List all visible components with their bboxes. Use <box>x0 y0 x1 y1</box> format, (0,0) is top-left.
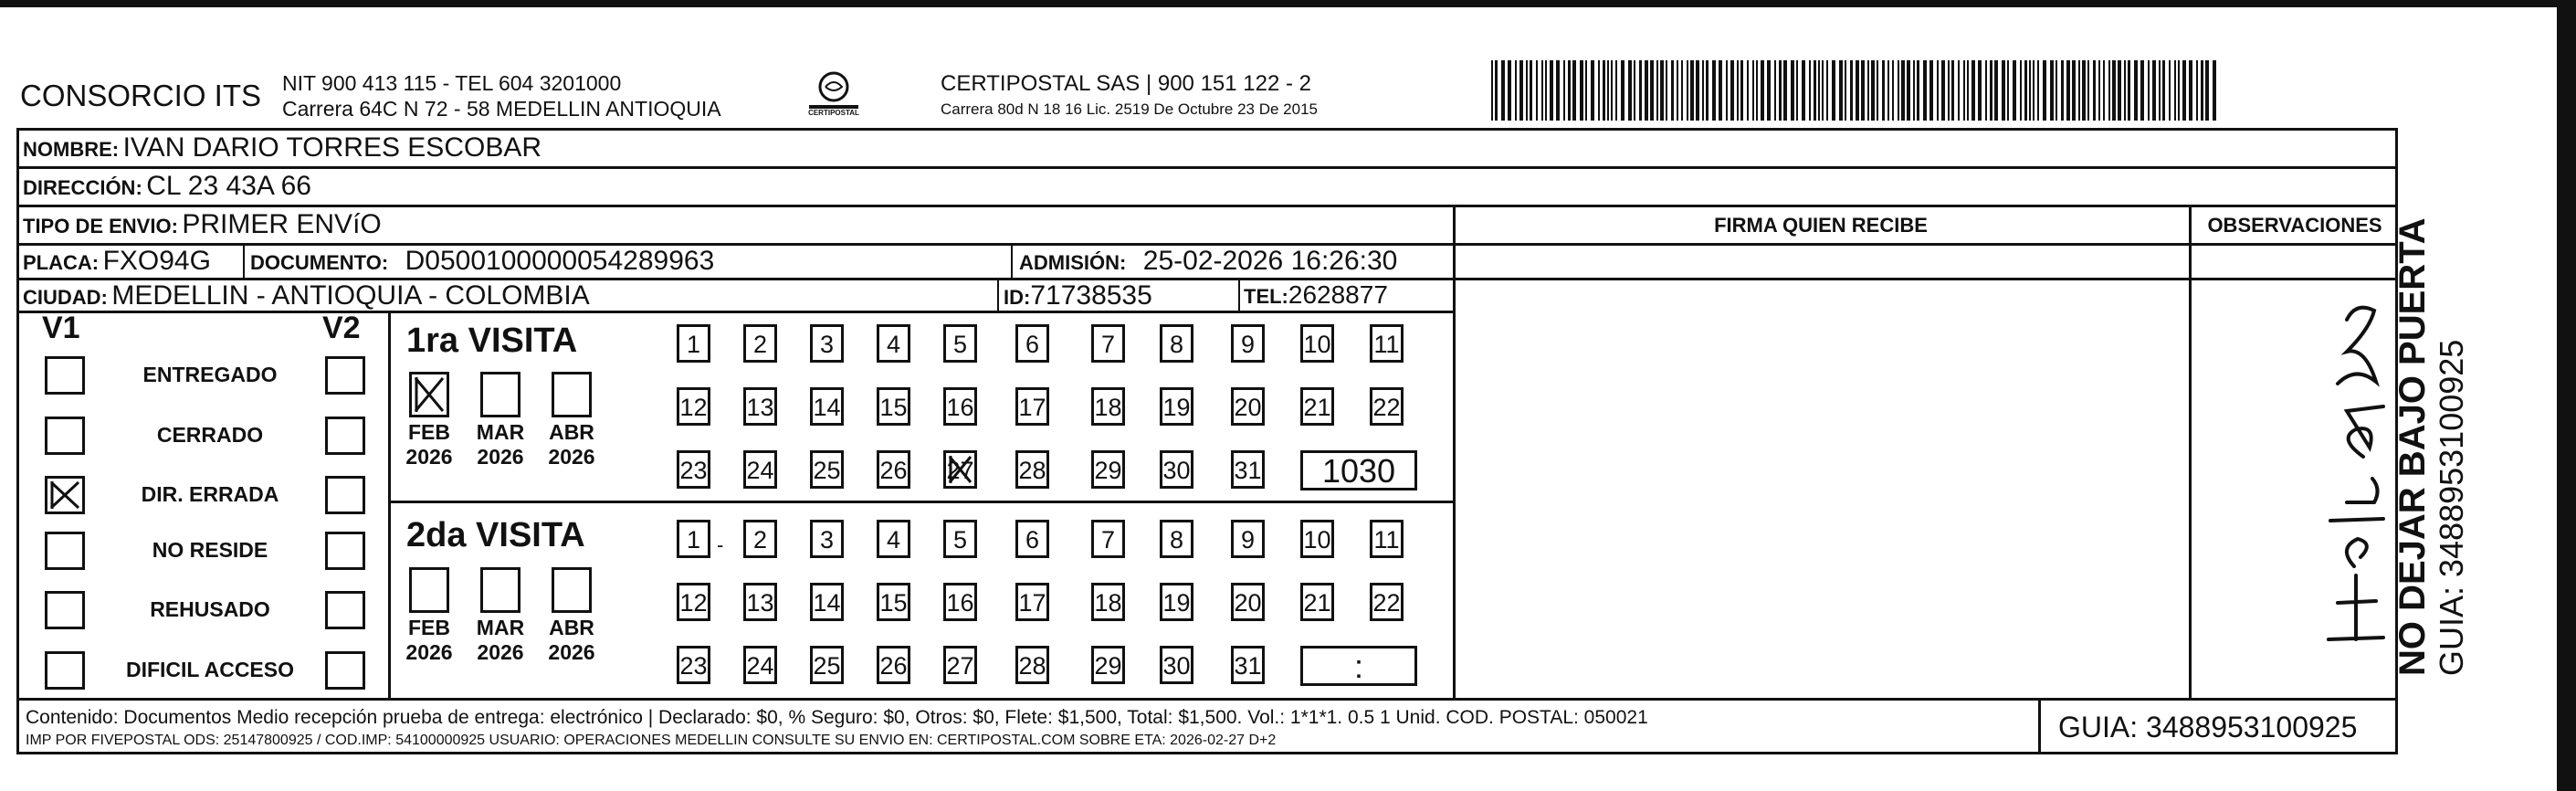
barcode-bar <box>1941 60 1945 121</box>
day-box[interactable]: 11 <box>1370 520 1404 558</box>
barcode-bar <box>1871 60 1875 121</box>
barcode-bar <box>2072 60 2076 121</box>
barcode-bar <box>1901 60 1905 121</box>
day-box[interactable]: 5 <box>943 324 977 363</box>
company-address: Carrera 80d N 18 16 Lic. 2519 De Octubre 23 De 2015 <box>941 100 1318 118</box>
barcode-bar <box>1706 60 1709 121</box>
barcode-bar <box>2112 60 2116 121</box>
barcode-bar <box>1913 60 1915 121</box>
barcode-bar <box>1530 60 1532 121</box>
barcode-bar <box>2182 60 2186 121</box>
barcode-bar <box>1818 60 1820 121</box>
ciudad-cell <box>23 280 590 311</box>
v1-checkbox[interactable] <box>45 532 85 570</box>
barcode-bar <box>1491 60 1493 121</box>
barcode-bar <box>1845 60 1846 121</box>
barcode-bar <box>2213 60 2216 121</box>
month-label: ABR <box>549 616 594 639</box>
barcode-bar <box>1822 60 1824 121</box>
day-box[interactable]: 14 <box>810 387 844 426</box>
time-box[interactable]: 1030 <box>1300 450 1417 490</box>
barcode-bar <box>1607 60 1609 121</box>
day-box[interactable]: 9 <box>1231 520 1265 558</box>
barcode-bar <box>1994 60 1998 121</box>
documento-value: D0500100000054289963 <box>405 246 715 276</box>
day-box[interactable]: 6 <box>1015 520 1049 558</box>
day-box[interactable]: 5 <box>943 520 977 558</box>
day-box[interactable]: 27 <box>943 646 977 684</box>
barcode-bar <box>1756 60 1758 121</box>
sender-nit: NIT 900 413 115 - TEL 604 3201000 <box>282 71 622 95</box>
v1-checkbox[interactable] <box>45 651 85 690</box>
barcode-bar <box>2056 60 2057 121</box>
day-box[interactable]: 4 <box>877 324 910 363</box>
day-box[interactable]: 24 <box>743 646 777 684</box>
barcode-bar <box>1536 60 1538 121</box>
v2-checkbox[interactable] <box>325 417 365 455</box>
status-option-label: REHUSADO <box>150 597 270 621</box>
day-box[interactable]: 10 <box>1300 324 1334 363</box>
documento-label: DOCUMENTO: <box>250 251 389 274</box>
barcode-bar <box>2201 60 2203 121</box>
barcode-bar <box>2128 60 2130 121</box>
barcode-bar <box>1951 60 1954 121</box>
barcode-bar <box>1634 60 1635 121</box>
first-visit-label: 1ra VISITA <box>406 322 578 360</box>
barcode-bar <box>1839 60 1843 121</box>
barcode-bar <box>1826 60 1828 121</box>
day-box[interactable]: 21 <box>1300 583 1334 621</box>
tipo-label: TIPO DE ENVIO: <box>23 215 178 237</box>
month-checkbox[interactable] <box>480 567 520 613</box>
month-label: MAR <box>476 420 525 444</box>
day-box[interactable]: 7 <box>1091 520 1125 558</box>
barcode-bar <box>1730 60 1734 121</box>
day-box[interactable]: 23 <box>677 646 710 684</box>
day-box[interactable] <box>943 450 977 489</box>
status-option-label: ENTREGADO <box>142 363 278 386</box>
footer-guia-box: GUIA: 3488953100925 <box>2058 711 2358 744</box>
month-checkbox[interactable] <box>552 372 592 417</box>
barcode-bar <box>1774 60 1776 121</box>
day-box[interactable]: 23 <box>677 450 710 489</box>
barcode <box>1491 60 2218 122</box>
barcode-bar <box>1737 60 1739 121</box>
placa-cell <box>23 246 211 277</box>
barcode-bar <box>1917 60 1919 121</box>
v1-checkbox[interactable] <box>45 476 85 514</box>
day-box[interactable]: 12 <box>677 387 710 426</box>
day-box[interactable]: 2 <box>743 324 777 363</box>
day-box[interactable]: 10 <box>1300 520 1334 558</box>
barcode-bar <box>2169 60 2171 121</box>
barcode-bar <box>2013 60 2016 121</box>
day-box[interactable]: 2 <box>743 520 777 558</box>
barcode-bar <box>1526 60 1528 121</box>
barcode-bar <box>1690 60 1694 121</box>
barcode-bar <box>1712 60 1716 121</box>
day-box[interactable]: 12 <box>677 583 710 621</box>
sender-name: CONSORCIO ITS <box>20 79 262 112</box>
day-box[interactable]: 31 <box>1231 450 1265 489</box>
barcode-bar <box>2043 60 2046 121</box>
barcode-bar <box>1882 60 1885 121</box>
visit-dash: - <box>717 533 724 556</box>
barcode-bar <box>1809 60 1811 121</box>
barcode-bar <box>2124 60 2126 121</box>
barcode-bar <box>1850 60 1853 121</box>
barcode-bar <box>1615 60 1617 121</box>
barcode-bar <box>1545 60 1547 121</box>
barcode-bar <box>2033 60 2035 121</box>
month-checkbox[interactable] <box>552 567 592 613</box>
day-box[interactable]: 15 <box>877 583 910 621</box>
admision-cell <box>1019 246 1397 277</box>
barcode-bar <box>2007 60 2009 121</box>
side-guia: GUIA: 3488953100925 <box>2433 339 2470 676</box>
barcode-bar <box>1603 60 1605 121</box>
barcode-bar <box>1802 60 1805 121</box>
direccion-row <box>23 171 311 202</box>
sender-address: Carrera 64C N 72 - 58 MEDELLIN ANTIOQUIA <box>282 97 721 121</box>
x-mark <box>412 374 447 415</box>
v2-checkbox[interactable] <box>325 476 365 514</box>
barcode-bar <box>1923 60 1927 121</box>
v1-checkbox[interactable] <box>45 356 85 395</box>
day-box[interactable]: 31 <box>1231 646 1265 684</box>
v2-checkbox[interactable] <box>325 591 365 629</box>
barcode-bar <box>2108 60 2110 121</box>
tel-value: 2628877 <box>1288 280 1388 309</box>
day-box[interactable]: 25 <box>810 450 844 489</box>
barcode-bar <box>2103 60 2105 121</box>
day-box[interactable]: 30 <box>1160 450 1193 489</box>
v2-checkbox[interactable] <box>325 356 365 395</box>
day-number: 27 <box>946 457 974 484</box>
barcode-bar <box>1978 60 1982 121</box>
barcode-bar <box>1867 60 1869 121</box>
day-box[interactable]: 18 <box>1091 583 1125 621</box>
month-label: FEB <box>408 420 450 444</box>
barcode-bar <box>1550 60 1553 121</box>
logo-text: CERTIPOSTAL <box>808 109 859 117</box>
barcode-bar <box>1967 60 1969 121</box>
barcode-bar <box>1660 60 1664 121</box>
v2-label: V2 <box>322 311 361 345</box>
certipostal-logo <box>807 69 860 121</box>
day-box[interactable]: 16 <box>943 387 977 426</box>
nombre-row <box>23 132 541 163</box>
month-checkbox[interactable] <box>409 567 449 613</box>
second-visit-label: 2da VISITA <box>406 516 585 554</box>
ciudad-value: MEDELLIN - ANTIOQUIA - COLOMBIA <box>111 280 590 311</box>
barcode-bar <box>2093 60 2096 121</box>
day-box[interactable]: 17 <box>1015 387 1049 426</box>
month-label: ABR <box>549 420 594 444</box>
barcode-bar <box>2134 60 2138 121</box>
barcode-bar <box>1591 60 1594 121</box>
barcode-bar <box>1907 60 1910 121</box>
day-box[interactable]: 29 <box>1091 646 1125 684</box>
admision-label: ADMISIÓN: <box>1019 251 1127 274</box>
barcode-bar <box>1645 60 1648 121</box>
barcode-bar <box>1747 60 1749 121</box>
barcode-bar <box>1958 60 1960 121</box>
barcode-bar <box>1572 60 1576 121</box>
barcode-bar <box>1563 60 1565 121</box>
barcode-bar <box>1796 60 1798 121</box>
month-label: FEB <box>408 616 450 639</box>
id-value: 71738535 <box>1030 280 1152 311</box>
day-box[interactable]: 7 <box>1091 324 1125 363</box>
day-box[interactable]: 20 <box>1231 387 1265 426</box>
v1-checkbox[interactable] <box>45 591 85 629</box>
ciudad-label: CIUDAD: <box>23 286 108 309</box>
barcode-bar <box>1861 60 1865 121</box>
barcode-bar <box>1963 60 1965 121</box>
day-box[interactable]: 16 <box>943 583 977 621</box>
barcode-bar <box>1585 60 1587 121</box>
footer-imp-line: IMP POR FIVEPOSTAL ODS: 25147800925 / COD.IMP: 54100000925 USUARIO: OPERACIONES MEDELLIN CONSULTE SU ENVIO EN: CERTIPOSTAL.COM SOBRE ETA: 2026-02-27 D+2 <box>26 733 1277 748</box>
nombre-value: IVAN DARIO TORRES ESCOBAR <box>122 132 541 163</box>
scan-top-border <box>0 0 2576 7</box>
day-box[interactable]: 9 <box>1231 324 1265 363</box>
barcode-bar <box>2189 60 2192 121</box>
observaciones-header: OBSERVACIONES <box>2207 214 2382 237</box>
day-box[interactable]: 22 <box>1370 583 1404 621</box>
barcode-bar <box>2066 60 2070 121</box>
barcode-bar <box>1687 60 1688 121</box>
barcode-bar <box>1892 60 1894 121</box>
barcode-bar <box>1726 60 1728 121</box>
day-box[interactable]: 14 <box>810 583 844 621</box>
day-box[interactable]: 1 <box>677 520 710 558</box>
v2-checkbox[interactable] <box>325 651 365 690</box>
day-box[interactable]: 20 <box>1231 583 1265 621</box>
barcode-bar <box>1971 60 1975 121</box>
barcode-bar <box>1752 60 1754 121</box>
barcode-bar <box>1696 60 1699 121</box>
barcode-bar <box>2082 60 2086 121</box>
day-box[interactable]: 1 <box>677 324 710 363</box>
day-box[interactable]: 19 <box>1160 583 1193 621</box>
barcode-bar <box>1948 60 1950 121</box>
day-box[interactable]: 11 <box>1370 324 1404 363</box>
barcode-bar <box>2024 60 2027 121</box>
v2-checkbox[interactable] <box>325 532 365 570</box>
day-box[interactable]: 3 <box>810 520 844 558</box>
day-box[interactable]: 26 <box>877 646 910 684</box>
barcode-bar <box>1929 60 1933 121</box>
barcode-bar <box>2162 60 2165 121</box>
barcode-bar <box>1515 60 1517 121</box>
nombre-label: NOMBRE: <box>23 138 120 161</box>
barcode-bar <box>2174 60 2176 121</box>
month-label: MAR <box>476 616 525 639</box>
day-box[interactable]: 3 <box>810 324 844 363</box>
tipo-value: PRIMER ENVíO <box>182 209 382 239</box>
day-box[interactable]: 25 <box>810 646 844 684</box>
tel-label: TEL: <box>1244 285 1288 308</box>
barcode-bar <box>2118 60 2121 121</box>
barcode-bar <box>1671 60 1674 121</box>
barcode-bar <box>1898 60 1899 121</box>
month-checkbox[interactable] <box>480 372 520 417</box>
tipo-row <box>23 209 382 240</box>
year-label: 2026 <box>477 445 524 469</box>
barcode-bar <box>2029 60 2031 121</box>
barcode-bar <box>1719 60 1722 121</box>
firma-header: FIRMA QUIEN RECIBE <box>1714 214 1928 237</box>
day-box[interactable]: 13 <box>743 583 777 621</box>
barcode-bar <box>1990 60 1992 121</box>
barcode-bar <box>2037 60 2039 121</box>
day-box[interactable]: 13 <box>743 387 777 426</box>
tel-cell <box>1244 280 1388 310</box>
barcode-bar <box>1985 60 1987 121</box>
status-option-label: DIR. ERRADA <box>141 482 279 506</box>
barcode-bar <box>1598 60 1600 121</box>
direccion-label: DIRECCIÓN: <box>23 176 142 199</box>
year-label: 2026 <box>405 640 453 664</box>
day-box[interactable]: 17 <box>1015 583 1049 621</box>
barcode-bar <box>1519 60 1523 121</box>
barcode-bar <box>1650 60 1654 121</box>
handwritten-signature <box>2319 274 2402 658</box>
barcode-bar <box>1611 60 1613 121</box>
day-box[interactable]: 8 <box>1160 324 1193 363</box>
day-box[interactable]: 24 <box>743 450 777 489</box>
year-label: 2026 <box>477 640 524 664</box>
id-cell <box>1004 280 1152 311</box>
barcode-bar <box>1556 60 1560 121</box>
barcode-bar <box>2140 60 2144 121</box>
day-box[interactable]: 28 <box>1015 450 1049 489</box>
barcode-bar <box>1783 60 1787 121</box>
v1-label: V1 <box>42 311 80 345</box>
barcode-bar <box>1740 60 1743 121</box>
barcode-bar <box>2002 60 2005 121</box>
barcode-bar <box>2159 60 2161 121</box>
day-box[interactable]: 28 <box>1015 646 1049 684</box>
barcode-bar <box>1666 60 1667 121</box>
barcode-bar <box>2050 60 2054 121</box>
barcode-bar <box>1856 60 1859 121</box>
footer-content-line: Contenido: Documentos Medio recepción prueba de entrega: electrónico | Declarado: $0, % Seguro: $0, Otros: $0, Flete: $1,500, Total: $1,500. Vol.: 1*1*1. 0.5 1 Unid. COD. POSTAL: 050021 <box>26 707 1648 728</box>
day-box[interactable]: 19 <box>1160 387 1193 426</box>
barcode-bar <box>2020 60 2022 121</box>
barcode-bar <box>1877 60 1878 121</box>
barcode-bar <box>2078 60 2080 121</box>
barcode-bar <box>1791 60 1794 121</box>
barcode-bar <box>1832 60 1835 121</box>
status-option-label: DIFICIL ACCESO <box>125 658 294 681</box>
barcode-bar <box>2148 60 2150 121</box>
day-box[interactable]: 15 <box>877 387 910 426</box>
side-warning <box>2392 217 2470 676</box>
direccion-value: CL 23 43A 66 <box>146 171 311 201</box>
day-box[interactable]: 22 <box>1370 387 1404 426</box>
placa-label: PLACA: <box>23 251 100 274</box>
barcode-bar <box>2087 60 2089 121</box>
barcode-bar <box>1937 60 1939 121</box>
barcode-bar <box>1628 60 1632 121</box>
barcode-bar <box>2205 60 2209 121</box>
barcode-bar <box>1568 60 1571 121</box>
id-label: ID: <box>1004 286 1031 309</box>
barcode-bar <box>2178 60 2180 121</box>
barcode-bar <box>2098 60 2100 121</box>
day-box[interactable]: 18 <box>1091 387 1125 426</box>
barcode-bar <box>1761 60 1764 121</box>
placa-value: FXO94G <box>102 246 211 276</box>
day-box[interactable]: 4 <box>877 520 910 558</box>
barcode-bar <box>1621 60 1624 121</box>
barcode-bar <box>1541 60 1543 121</box>
day-box[interactable]: 26 <box>877 450 910 489</box>
day-box[interactable]: 30 <box>1160 646 1193 684</box>
barcode-bar <box>1702 60 1704 121</box>
barcode-bar <box>1656 60 1658 121</box>
year-label: 2026 <box>405 445 453 469</box>
barcode-bar <box>2152 60 2156 121</box>
month-checkbox[interactable] <box>409 372 449 417</box>
barcode-bar <box>1677 60 1678 121</box>
day-box[interactable]: 29 <box>1091 450 1125 489</box>
day-box[interactable]: 21 <box>1300 387 1334 426</box>
x-mark <box>47 479 82 512</box>
status-option-label: NO RESIDE <box>152 538 268 562</box>
day-box[interactable]: 8 <box>1160 520 1193 558</box>
barcode-bar <box>2196 60 2198 121</box>
barcode-bar <box>1814 60 1816 121</box>
barcode-bar <box>1501 60 1505 121</box>
scan-right-border <box>2557 0 2576 791</box>
barcode-bar <box>1681 60 1683 121</box>
barcode-bar <box>1495 60 1498 121</box>
year-label: 2026 <box>548 640 595 664</box>
barcode-bar <box>1639 60 1642 121</box>
day-box[interactable]: 6 <box>1015 324 1049 363</box>
no-dejar-bajo-puerta: NO DEJAR BAJO PUERTA <box>2392 217 2433 676</box>
barcode-bar <box>1508 60 1511 121</box>
barcode-bar <box>1767 60 1771 121</box>
barcode-bar <box>1779 60 1782 121</box>
documento-cell <box>250 246 714 277</box>
barcode-bar <box>1580 60 1583 121</box>
v1-checkbox[interactable] <box>45 417 85 455</box>
year-label: 2026 <box>548 445 595 469</box>
status-option-label: CERRADO <box>156 423 264 447</box>
barcode-bar <box>2061 60 2064 121</box>
company-line: CERTIPOSTAL SAS | 900 151 122 - 2 <box>941 71 1311 96</box>
barcode-bar <box>1887 60 1889 121</box>
time-box[interactable]: : <box>1300 646 1417 686</box>
admision-value: 25-02-2026 16:26:30 <box>1142 246 1398 276</box>
